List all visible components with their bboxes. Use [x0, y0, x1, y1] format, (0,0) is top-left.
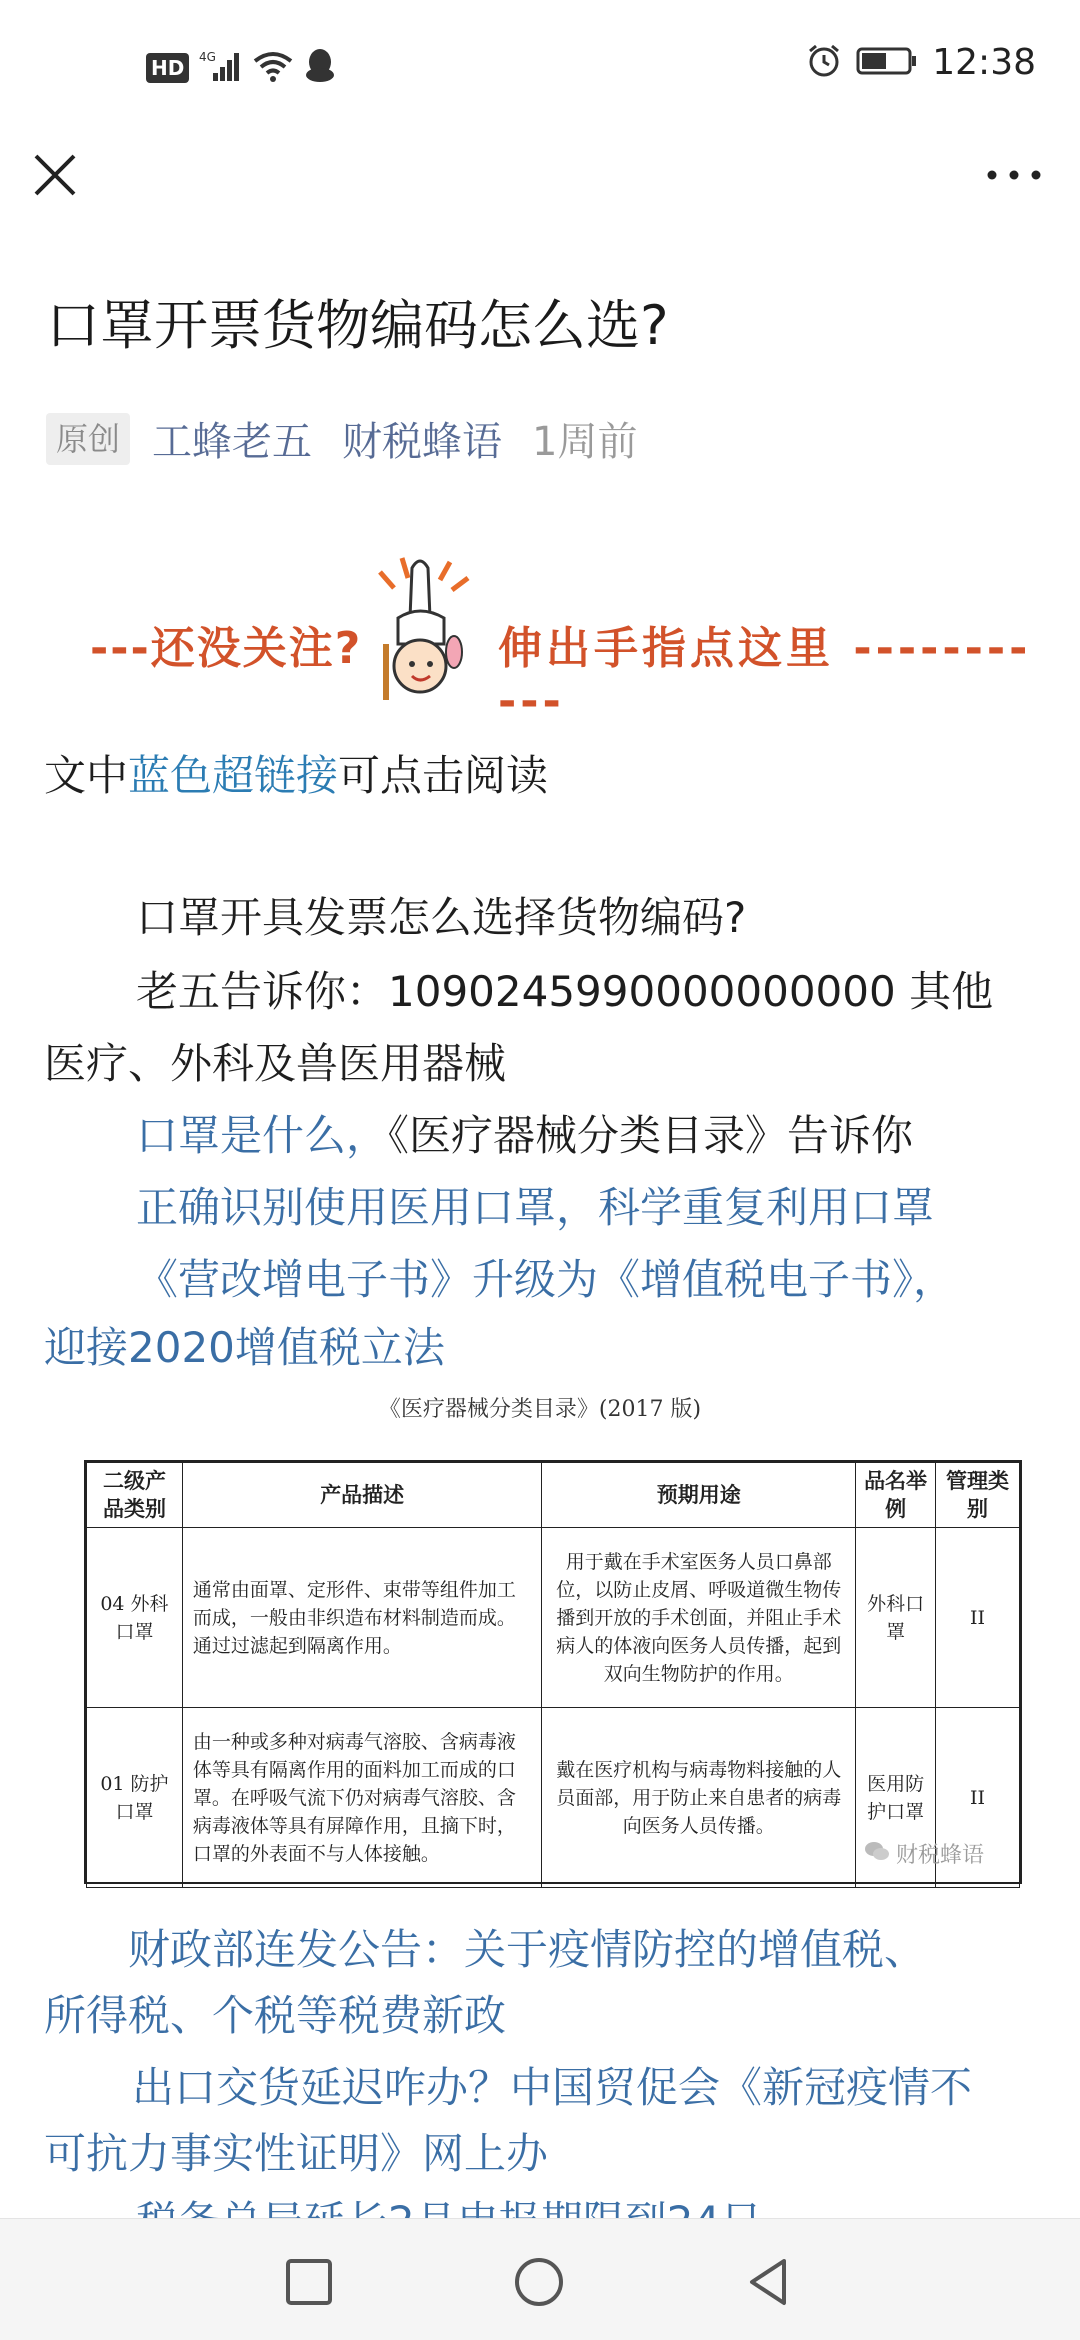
question-line: 口罩开具发票怎么选择货物编码?: [136, 893, 747, 942]
answer-line-2: 医疗、外科及兽医用器械: [44, 1039, 507, 1088]
status-left: [146, 48, 337, 88]
pointing-finger-icon: [350, 548, 490, 700]
link-mask-catalog[interactable]: [136, 1100, 913, 1172]
status-right: [806, 42, 1036, 83]
article-title: 口罩开票货物编码怎么选?: [46, 294, 669, 357]
clock: 12:38: [932, 42, 1036, 83]
table-cell: 通常由面罩、定形件、束带等组件加工而成，一般由非织造布材料制造而成。通过过滤起到隔离作用。: [182, 1528, 542, 1708]
link-mask-catalog-b[interactable]: 《医疗器械分类目录》告诉你: [388, 1111, 914, 1160]
back-icon[interactable]: [742, 2255, 796, 2309]
table-header-cell: 产品描述: [182, 1463, 542, 1528]
battery-icon: [856, 46, 918, 80]
link-ebook-line-2[interactable]: 迎接2020增值税立法: [44, 1323, 445, 1372]
close-icon[interactable]: [30, 150, 80, 200]
link-tax-policy-line-2[interactable]: 所得税、个税等税费新政: [44, 1991, 507, 2040]
more-icon[interactable]: [984, 160, 1044, 190]
table-cell: 戴在医疗机构与病毒物料接触的人员面部，用于防止来自患者的病毒向医务人员传播。: [542, 1708, 856, 1888]
link-mask-catalog-a[interactable]: 口罩是什么，: [136, 1111, 389, 1160]
status-bar: [0, 0, 1080, 135]
svg-text:4G: 4G: [199, 50, 217, 64]
signal-icon: [199, 49, 243, 87]
table-header-cell: 品名举例: [856, 1463, 936, 1528]
link-export-delay-line-1[interactable]: 出口交货延迟咋办？中国贸促会《新冠疫情不: [132, 2063, 973, 2112]
table-cell: 医用防护口罩: [856, 1708, 936, 1888]
table-header-row: [87, 1463, 1020, 1528]
recent-apps-icon[interactable]: [282, 2255, 336, 2309]
table-cell: II: [936, 1708, 1020, 1888]
device-catalog-table: [84, 1460, 1022, 1884]
figure-caption: 《医疗器械分类目录》(2017 版): [378, 1397, 702, 1422]
intro-prefix: 文中: [44, 751, 129, 800]
table-row: [87, 1528, 1020, 1708]
link-export-delay-line-2[interactable]: 可抗力事实性证明》网上办: [44, 2129, 549, 2178]
hd-badge: HD: [146, 53, 189, 83]
table-cell: II: [936, 1528, 1020, 1708]
table-cell: 01 防护口罩: [87, 1708, 183, 1888]
banner-text-right: 伸出手指点这里 -----------: [498, 623, 1032, 727]
follow-banner[interactable]: [40, 540, 1040, 727]
watermark: [864, 1838, 984, 1869]
account-link[interactable]: 财税蜂语: [342, 419, 503, 465]
table-cell: 用于戴在手术室医务人员口鼻部位，以防止皮屑、呼吸道微生物传播到开放的手术创面，并阻止手术病人的体液向医务人员传播，起到双向生物防护的作用。: [542, 1528, 856, 1708]
link-tax-policy-line-1[interactable]: 财政部连发公告：关于疫情防控的增值税、: [128, 1925, 927, 1974]
intro-suffix: 可点击阅读: [338, 751, 549, 800]
answer-line-1: 老五告诉你：1090245990000000000 其他: [136, 967, 994, 1016]
intro-line: [44, 740, 548, 812]
link-ebook-line-1[interactable]: 《营改增电子书》升级为《增值税电子书》，: [136, 1255, 956, 1304]
alarm-icon: [806, 43, 842, 83]
table-header-cell: 管理类别: [936, 1463, 1020, 1528]
system-nav-bar: [0, 2218, 1080, 2340]
wifi-icon: [253, 49, 293, 87]
table-cell: 04 外科口罩: [87, 1528, 183, 1708]
author-link[interactable]: 工蜂老五: [152, 419, 313, 465]
qq-icon: [303, 48, 337, 88]
wechat-icon: [864, 1840, 890, 1868]
original-badge: 原创: [46, 413, 130, 465]
article-meta: [46, 410, 637, 467]
table-cell: 外科口罩: [856, 1528, 936, 1708]
watermark-text: 财税蜂语: [896, 1843, 985, 1868]
intro-link[interactable]: 蓝色超链接: [128, 751, 339, 800]
link-mask-usage[interactable]: 正确识别使用医用口罩，科学重复利用口罩: [136, 1183, 935, 1232]
home-icon[interactable]: [512, 2255, 566, 2309]
table-header-cell: 二级产品类别: [87, 1463, 183, 1528]
banner-text-left: ---还没关注?: [90, 623, 363, 674]
table-cell: 由一种或多种对病毒气溶胶、含病毒液体等具有隔离作用的面料加工而成的口罩。在呼吸气流下仍对病毒气溶胶、含病毒液体等具有屏障作用，且摘下时，口罩的外表面不与人体接触。: [182, 1708, 542, 1888]
table-header-cell: 预期用途: [542, 1463, 856, 1528]
publish-time: 1周前: [532, 419, 638, 465]
